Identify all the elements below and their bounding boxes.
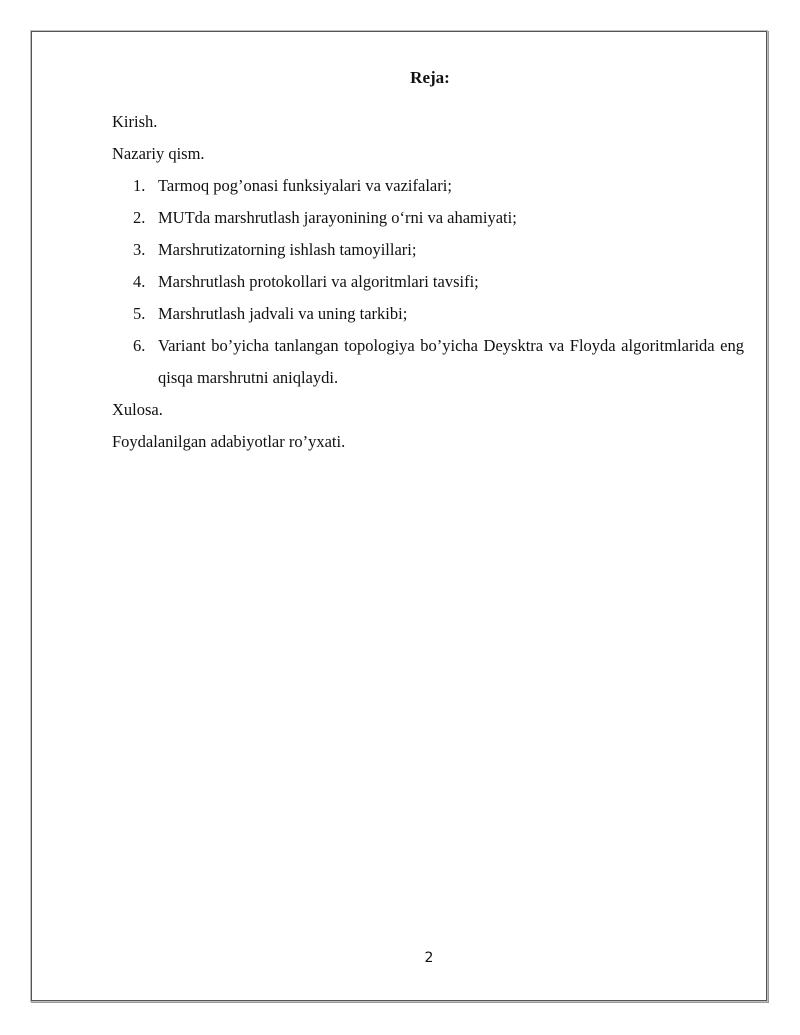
conclusion-line: Xulosa. — [112, 400, 163, 419]
list-item-number: 2. — [133, 208, 146, 227]
list-item — [112, 170, 744, 202]
section-heading: Nazariy qism. — [112, 144, 205, 163]
references-line: Foydalanilgan adabiyotlar ro’yxati. — [112, 432, 346, 451]
plan-list — [112, 170, 744, 394]
list-item-number: 1. — [133, 176, 146, 195]
list-item — [112, 266, 744, 298]
list-item-number: 3. — [133, 240, 146, 259]
list-item-text: Marshrutlash jadvali va uning tarkibi; — [158, 304, 408, 323]
list-item-number: 6. — [133, 336, 146, 355]
list-item — [112, 330, 744, 394]
list-item — [112, 298, 744, 330]
list-item-text: MUTda marshrutlash jarayonining o‘rni va ahamiyati; — [158, 208, 517, 227]
document-title: Reja: — [410, 68, 450, 87]
list-item-number: 5. — [133, 304, 146, 323]
page-number: 2 — [424, 950, 434, 966]
list-item — [112, 202, 744, 234]
list-item-text: Tarmoq pog’onasi funksiyalari va vazifalari; — [158, 176, 452, 195]
list-item-number: 4. — [133, 272, 146, 291]
list-item-text: Marshrutlash protokollari va algoritmlari tavsifi; — [158, 272, 479, 291]
list-item-text: Marshrutizatorning ishlash tamoyillari; — [158, 240, 417, 259]
list-item — [112, 234, 744, 266]
document-body — [112, 106, 744, 458]
intro-line: Kirish. — [112, 112, 158, 131]
list-item-text: Variant bo’yicha tanlangan topologiya bo’yicha Deysktra va Floyda algoritmlarida eng qisqa marshrutni aniqlaydi. — [158, 336, 744, 387]
